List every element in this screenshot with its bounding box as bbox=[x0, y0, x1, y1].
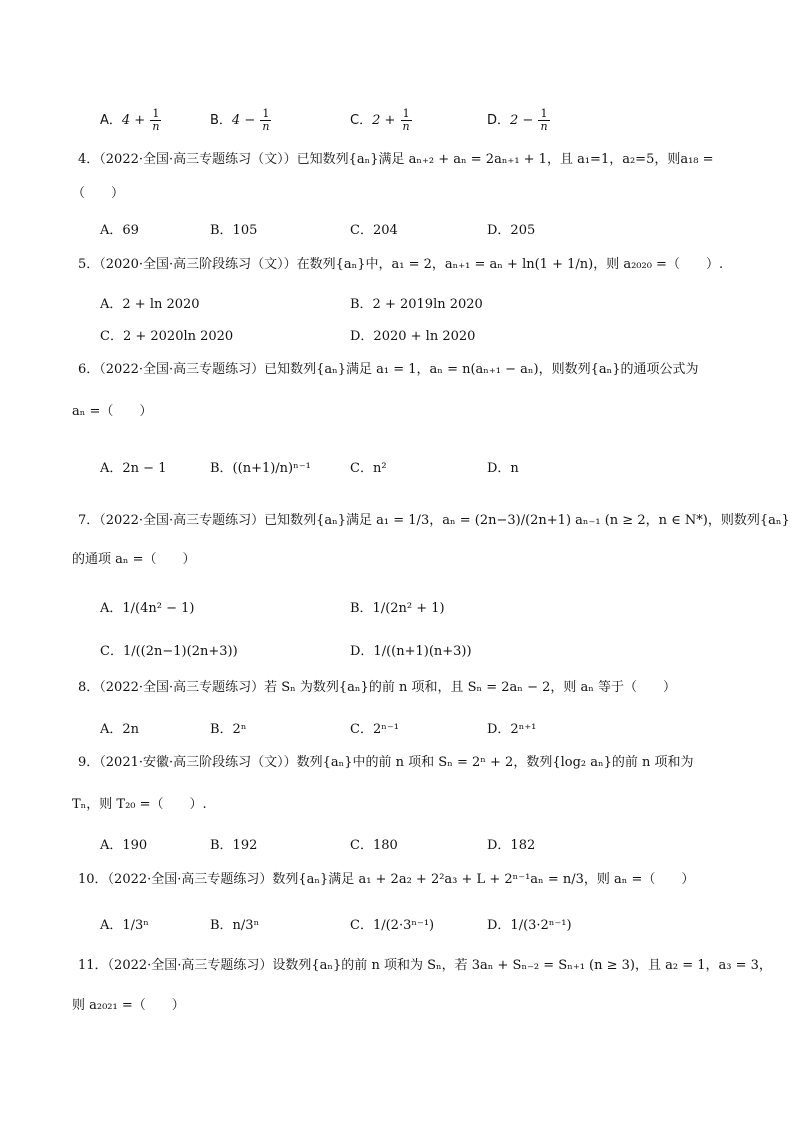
q10-option-a: A．1/3ⁿ bbox=[100, 918, 149, 933]
q6-option-c: C．n² bbox=[350, 461, 387, 476]
q4-option-a: A．69 bbox=[100, 223, 139, 238]
q9-option-c: C．180 bbox=[350, 838, 398, 853]
q3-option-c: C．2 + $\frac{1}{n}$ bbox=[350, 107, 410, 133]
q11-stem: 11．（2022·全国·高三专题练习）设数列{aₙ}的前 n 项和为 Sₙ，若 3aₙ + Sₙ₋₂ = Sₙ₊₁ (n ≥ 3)，且 a₂ = 1，a₃ = 3， bbox=[78, 958, 772, 973]
q3-option-d: D．2 − $\frac{1}{n}$ bbox=[487, 107, 548, 133]
q3-option-b: B．4 − $\frac{1}{n}$ bbox=[210, 107, 270, 133]
q7-option-a: A．1/(4n² − 1) bbox=[100, 601, 195, 616]
q5-stem: 5．（2020·全国·高三阶段练习（文））在数列{aₙ}中，a₁ = 2，aₙ₊₁ = aₙ + ln(1 + 1/n)，则 a₂₀₂₀ =（ ）. bbox=[78, 257, 724, 272]
q10-option-d: D．1/(3·2ⁿ⁻¹) bbox=[487, 918, 572, 933]
q5-option-a: A．2 + ln 2020 bbox=[100, 297, 200, 312]
q4-option-b: B．105 bbox=[210, 223, 258, 238]
q6-option-a: A．2n − 1 bbox=[100, 461, 167, 476]
q8-option-b: B．2ⁿ bbox=[210, 722, 247, 737]
q6-option-b: B．((n+1)/n)ⁿ⁻¹ bbox=[210, 461, 311, 476]
q8-option-c: C．2ⁿ⁻¹ bbox=[350, 722, 399, 737]
q3-option-a: A．4 + $\frac{1}{n}$ bbox=[100, 107, 160, 133]
q5-option-d: D．2020 + ln 2020 bbox=[350, 329, 476, 344]
q7-option-c: C．1/((2n−1)(2n+3)) bbox=[100, 644, 238, 659]
q6-cont: aₙ =（ ） bbox=[72, 404, 153, 419]
q7-option-b: B．1/(2n² + 1) bbox=[350, 601, 445, 616]
q10-option-b: B．n/3ⁿ bbox=[210, 918, 260, 933]
q8-option-a: A．2n bbox=[100, 722, 140, 737]
q10-option-c: C．1/(2·3ⁿ⁻¹) bbox=[350, 918, 435, 933]
q4-option-c: C．204 bbox=[350, 223, 398, 238]
q5-option-c: C．2 + 2020ln 2020 bbox=[100, 329, 234, 344]
q9-option-b: B．192 bbox=[210, 838, 258, 853]
q8-option-d: D．2ⁿ⁺¹ bbox=[487, 722, 537, 737]
q11-cont: 则 a₂₀₂₁ =（ ） bbox=[72, 998, 185, 1013]
q9-stem: 9．（2021·安徽·高三阶段练习（文））数列{aₙ}中的前 n 项和 Sₙ = 2ⁿ + 2，数列{log₂ aₙ}的前 n 项和为 bbox=[78, 755, 694, 770]
q4-paren: （ ） bbox=[72, 186, 125, 201]
q10-stem: 10．（2022·全国·高三专题练习）数列{aₙ}满足 a₁ + 2a₂ + 2²a₃ + L + 2ⁿ⁻¹aₙ = n/3，则 aₙ =（ ） bbox=[78, 872, 695, 887]
q9-cont: Tₙ，则 T₂₀ =（ ）. bbox=[72, 797, 207, 812]
q4-stem: 4．（2022·全国·高三专题练习（文））已知数列{aₙ}满足 aₙ₊₂ + aₙ = 2aₙ₊₁ + 1，且 a₁=1，a₂=5，则a₁₈ = bbox=[78, 152, 714, 167]
q6-stem: 6．（2022·全国·高三专题练习）已知数列{aₙ}满足 a₁ = 1，aₙ = n(aₙ₊₁ − aₙ)，则数列{aₙ}的通项公式为 bbox=[78, 362, 699, 377]
q6-option-d: D．n bbox=[487, 461, 519, 476]
q4-option-d: D．205 bbox=[487, 223, 536, 238]
q7-cont: 的通项 aₙ =（ ） bbox=[72, 552, 196, 567]
q5-option-b: B．2 + 2019ln 2020 bbox=[350, 297, 483, 312]
q8-stem: 8．（2022·全国·高三专题练习）若 Sₙ 为数列{aₙ}的前 n 项和，且 Sₙ = 2aₙ − 2，则 aₙ 等于（ ） bbox=[78, 680, 677, 695]
q9-option-d: D．182 bbox=[487, 838, 536, 853]
q7-option-d: D．1/((n+1)(n+3)) bbox=[350, 644, 472, 659]
q9-option-a: A．190 bbox=[100, 838, 148, 853]
q7-stem: 7．（2022·全国·高三专题练习）已知数列{aₙ}满足 a₁ = 1/3，aₙ = (2n−3)/(2n+1) aₙ₋₁ (n ≥ 2，n ∈ N*)，则数列{aₙ} bbox=[78, 513, 790, 528]
